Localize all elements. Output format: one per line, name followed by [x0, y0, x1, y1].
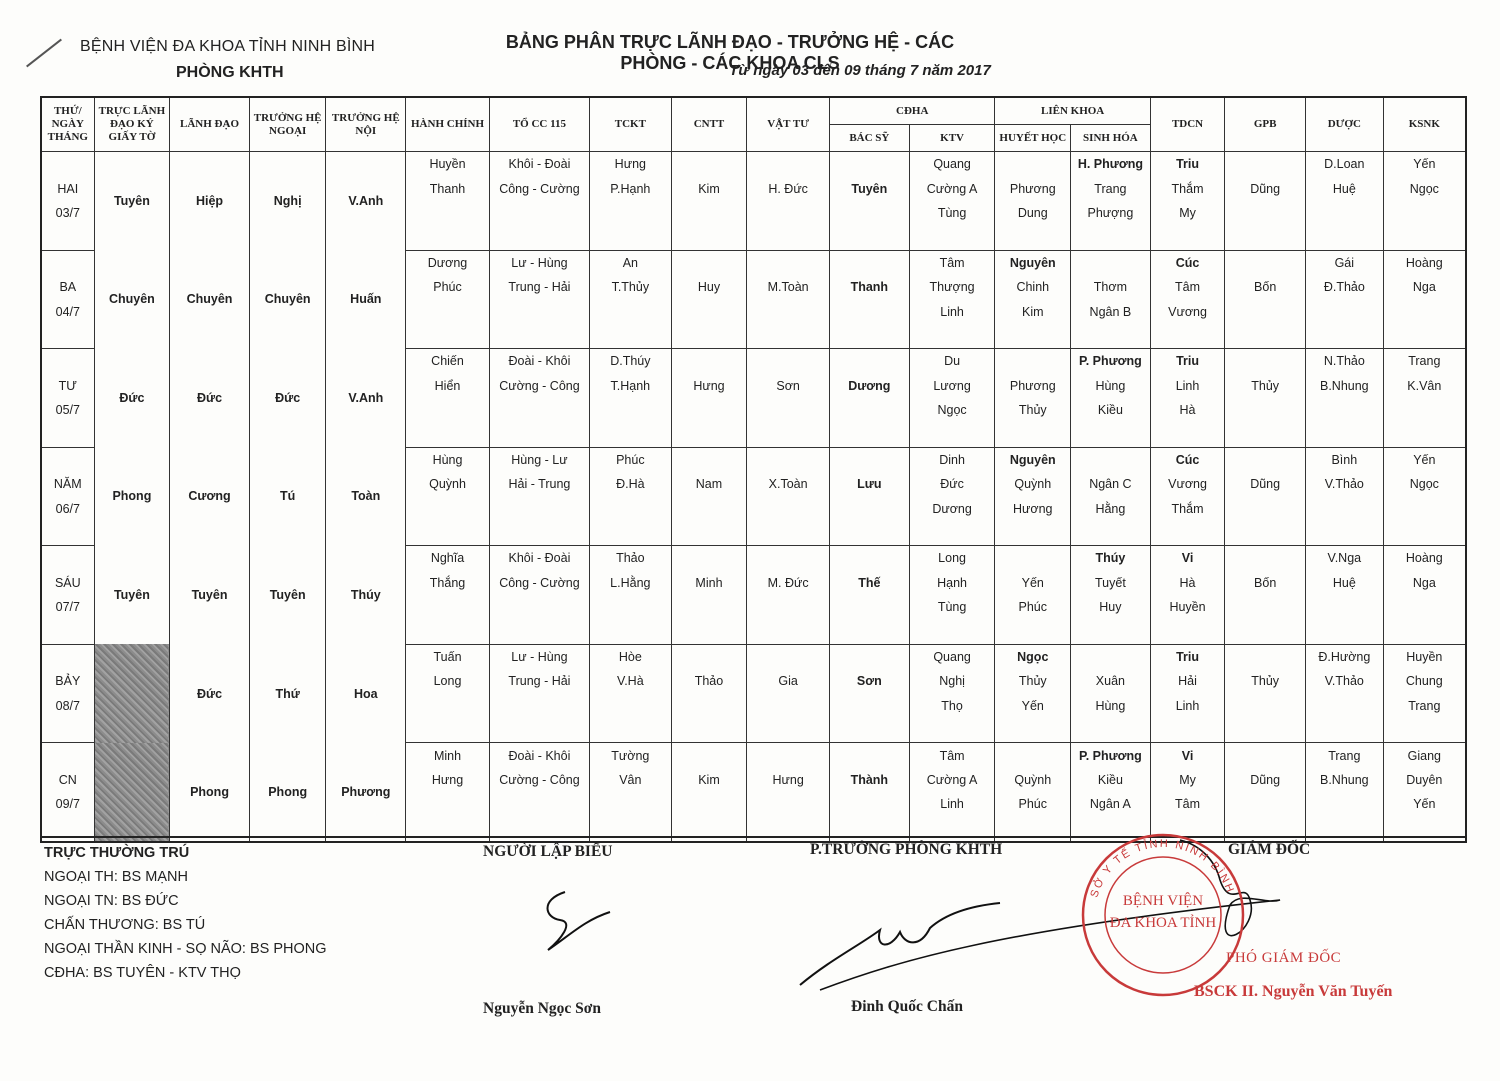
tdcn-cell: Cúc — [1150, 447, 1225, 472]
huyet-hoc-cell: Ngọc — [995, 644, 1071, 669]
gpb-cell: Dũng — [1225, 472, 1306, 496]
tdcn-cell: My — [1150, 768, 1225, 792]
ksnk-cell: Trang — [1383, 694, 1466, 718]
pho-giam-doc-name: BSCK II. Nguyễn Văn Tuyến — [1194, 983, 1393, 1000]
tdcn-cell: Hà — [1150, 398, 1225, 422]
ksnk-cell: Yến — [1383, 447, 1466, 472]
tckt-cell: L.Hằng — [589, 571, 671, 595]
ksnk-cell: Yến — [1383, 792, 1466, 816]
ktv-cell: Đức — [909, 472, 995, 496]
truong-he-noi-cell: Phương — [326, 743, 406, 842]
huyet-hoc-cell: Thủy — [995, 398, 1071, 422]
ksnk-cell: Nga — [1383, 571, 1466, 595]
tckt-cell: D.Thúy — [589, 349, 671, 374]
to-cc-115-cell: Hùng - Lư — [489, 447, 589, 472]
department-name: PHÒNG KHTH — [176, 64, 284, 81]
lanh-dao-cell: Cương — [170, 447, 250, 546]
tckt-cell: Tường — [589, 743, 671, 768]
tdcn-cell: Triu — [1150, 349, 1225, 374]
header-lanh-dao: LÃNH ĐẠO — [170, 97, 250, 152]
gpb-cell: Bốn — [1225, 571, 1306, 595]
day-cell: BA — [41, 275, 94, 299]
cntt-cell: Kim — [671, 768, 747, 792]
document-title: BẢNG PHÂN TRỰC LÃNH ĐẠO - TRƯỞNG HỆ - CÁC PHÒNG - CÁC KHOA CLS — [505, 32, 955, 73]
ktv-cell: Quang — [909, 152, 995, 177]
day-cell: 08/7 — [41, 694, 94, 718]
signature-truong-phong — [800, 903, 1000, 985]
sinh-hoa-cell: Trang — [1071, 176, 1151, 200]
huyet-hoc-cell: Yến — [995, 571, 1071, 595]
to-cc-115-cell: Công - Cường — [489, 176, 589, 200]
sinh-hoa-cell: Ngân B — [1071, 299, 1151, 323]
ktv-cell: Cường A — [909, 176, 995, 200]
duoc-cell: Bình — [1306, 447, 1384, 472]
header-gpb: GPB — [1225, 97, 1306, 152]
lanh-dao-cell: Hiệp — [170, 152, 250, 251]
header-truc-lanh-dao: TRỰC LÃNH ĐẠO KÝ GIẤY TỜ — [94, 97, 170, 152]
sinh-hoa-cell: P. Phương — [1071, 743, 1151, 768]
truc-lanh-dao-cell: Phong — [94, 447, 170, 546]
tckt-cell: V.Hà — [589, 669, 671, 693]
gpb-cell: Thủy — [1225, 374, 1306, 398]
truong-he-ngoai-cell: Phong — [249, 743, 326, 842]
tckt-cell: An — [589, 250, 671, 275]
duoc-cell: D.Loan — [1306, 152, 1384, 177]
hanh-chinh-cell: Thắng — [406, 571, 490, 595]
header-cntt: CNTT — [671, 97, 747, 152]
hanh-chinh-cell: Nghĩa — [406, 546, 490, 571]
huyet-hoc-cell: Thủy — [995, 669, 1071, 693]
ktv-cell: Dinh — [909, 447, 995, 472]
tdcn-cell: Linh — [1150, 694, 1225, 718]
ksnk-cell: Ngọc — [1383, 176, 1466, 200]
hanh-chinh-cell: Long — [406, 669, 490, 693]
to-cc-115-cell: Trung - Hải — [489, 275, 589, 299]
truong-he-noi-cell: Hoa — [326, 644, 406, 743]
hanh-chinh-cell: Phúc — [406, 275, 490, 299]
gpb-cell: Bốn — [1225, 275, 1306, 299]
cntt-cell: Huy — [671, 275, 747, 299]
tckt-cell: Đ.Hà — [589, 472, 671, 496]
sinh-hoa-cell: Thúy — [1071, 546, 1151, 571]
duoc-cell: Gái — [1306, 250, 1384, 275]
tckt-cell: Vân — [589, 768, 671, 792]
tdcn-cell: Cúc — [1150, 250, 1225, 275]
day-cell: 04/7 — [41, 299, 94, 323]
ksnk-cell: K.Vân — [1383, 374, 1466, 398]
lanh-dao-cell: Tuyên — [170, 546, 250, 645]
to-cc-115-cell: Trung - Hải — [489, 669, 589, 693]
day-cell: SÁU — [41, 571, 94, 595]
ktv-cell: Thọ — [909, 694, 995, 718]
header-vat-tu: VẬT TƯ — [747, 97, 830, 152]
header-hanh-chinh: HÀNH CHÍNH — [406, 97, 490, 152]
ksnk-cell: Yến — [1383, 152, 1466, 177]
duoc-cell: B.Nhung — [1306, 374, 1384, 398]
sinh-hoa-cell: Tuyết — [1071, 571, 1151, 595]
truc-lanh-dao-cell: Đức — [94, 349, 170, 448]
truong-phong-name: Đinh Quốc Chấn — [851, 998, 963, 1015]
truc-lanh-dao-cell: Chuyên — [94, 250, 170, 349]
nguoi-lap-bieu-name: Nguyễn Ngọc Sơn — [483, 1000, 601, 1017]
to-cc-115-cell: Công - Cường — [489, 571, 589, 595]
sinh-hoa-cell: Huy — [1071, 595, 1151, 619]
nguoi-lap-bieu-title: NGƯỜI LẬP BIỂU — [483, 843, 613, 860]
hanh-chinh-cell: Hùng — [406, 447, 490, 472]
truong-he-noi-cell: V.Anh — [326, 152, 406, 251]
ksnk-cell: Giang — [1383, 743, 1466, 768]
header-day: THỨ/ NGÀY THÁNG — [41, 97, 94, 152]
truong-he-noi-cell: Toàn — [326, 447, 406, 546]
to-cc-115-cell: Lư - Hùng — [489, 250, 589, 275]
sinh-hoa-cell: Ngân C — [1071, 472, 1151, 496]
day-cell: 07/7 — [41, 595, 94, 619]
header-bac-sy: BÁC SỸ — [830, 125, 910, 152]
huyet-hoc-cell: Nguyên — [995, 250, 1071, 275]
header-sinh-hoa: SINH HÓA — [1071, 125, 1151, 152]
duoc-cell: V.Thảo — [1306, 669, 1384, 693]
truc-line: NGOẠI THẦN KINH - SỌ NÃO: BS PHONG — [44, 941, 327, 957]
sinh-hoa-cell: Kiều — [1071, 768, 1151, 792]
header-ksnk: KSNK — [1383, 97, 1466, 152]
day-cell: 03/7 — [41, 201, 94, 225]
cntt-cell: Minh — [671, 571, 747, 595]
hanh-chinh-cell: Minh — [406, 743, 490, 768]
duoc-cell: B.Nhung — [1306, 768, 1384, 792]
tdcn-cell: Linh — [1150, 374, 1225, 398]
sinh-hoa-cell: Hùng — [1071, 694, 1151, 718]
header-ktv: KTV — [909, 125, 995, 152]
to-cc-115-cell: Lư - Hùng — [489, 644, 589, 669]
day-cell: NĂM — [41, 472, 94, 496]
duoc-cell: N.Thảo — [1306, 349, 1384, 374]
day-cell: CN — [41, 768, 94, 792]
ktv-cell: Hạnh — [909, 571, 995, 595]
truong-he-ngoai-cell: Thứ — [249, 644, 326, 743]
vat-tu-cell: M.Toàn — [747, 275, 830, 299]
huyet-hoc-cell: Yến — [995, 694, 1071, 718]
signature-nguoi-lap-bieu — [548, 892, 611, 950]
ktv-cell: Tùng — [909, 595, 995, 619]
truong-he-ngoai-cell: Tuyên — [249, 546, 326, 645]
ktv-cell: Dương — [909, 496, 995, 520]
stamp-line-1: BỆNH VIỆN — [1122, 893, 1204, 909]
header-tckt: TCKT — [589, 97, 671, 152]
tdcn-cell: Vương — [1150, 299, 1225, 323]
ksnk-cell: Ngọc — [1383, 472, 1466, 496]
ksnk-cell: Hoàng — [1383, 546, 1466, 571]
sinh-hoa-cell: Hùng — [1071, 374, 1151, 398]
sinh-hoa-cell: Thơm — [1071, 275, 1151, 299]
header-to-cc-115: TỔ CC 115 — [489, 97, 589, 152]
ksnk-cell: Trang — [1383, 349, 1466, 374]
ktv-cell: Tâm — [909, 743, 995, 768]
stamp-line-2: ĐA KHOA TỈNH — [1109, 915, 1217, 931]
bac-sy-cell: Dương — [830, 374, 910, 398]
duoc-cell: V.Nga — [1306, 546, 1384, 571]
hanh-chinh-cell: Dương — [406, 250, 490, 275]
huyet-hoc-cell: Hương — [995, 496, 1071, 520]
truc-line: NGOẠI TN: BS ĐỨC — [44, 893, 179, 909]
lanh-dao-cell: Chuyên — [170, 250, 250, 349]
ktv-cell: Du — [909, 349, 995, 374]
truong-he-ngoai-cell: Tú — [249, 447, 326, 546]
gpb-cell: Thủy — [1225, 669, 1306, 693]
tckt-cell: T.Hạnh — [589, 374, 671, 398]
ktv-cell: Quang — [909, 644, 995, 669]
lanh-dao-cell: Đức — [170, 349, 250, 448]
tdcn-cell: Vương — [1150, 472, 1225, 496]
ktv-cell: Ngọc — [909, 398, 995, 422]
hanh-chinh-cell: Huyền — [406, 152, 490, 177]
huyet-hoc-cell: Phúc — [995, 792, 1071, 816]
tdcn-cell: Hà — [1150, 571, 1225, 595]
tdcn-cell: My — [1150, 201, 1225, 225]
hanh-chinh-cell: Thanh — [406, 176, 490, 200]
gpb-cell: Dũng — [1225, 768, 1306, 792]
sinh-hoa-cell: H. Phương — [1071, 152, 1151, 177]
day-cell: HAI — [41, 176, 94, 200]
tckt-cell: P.Hạnh — [589, 176, 671, 200]
huyet-hoc-cell: Quỳnh — [995, 472, 1071, 496]
huyet-hoc-cell: Phúc — [995, 595, 1071, 619]
tdcn-cell: Thắm — [1150, 176, 1225, 200]
lanh-dao-cell: Đức — [170, 644, 250, 743]
tdcn-cell: Triu — [1150, 644, 1225, 669]
header-huyet-hoc: HUYẾT HỌC — [995, 125, 1071, 152]
huyet-hoc-cell: Chinh — [995, 275, 1071, 299]
tdcn-cell: Triu — [1150, 152, 1225, 177]
sinh-hoa-cell: Ngân A — [1071, 792, 1151, 816]
truong-he-noi-cell: Thúy — [326, 546, 406, 645]
tdcn-cell: Thắm — [1150, 496, 1225, 520]
ksnk-cell: Nga — [1383, 275, 1466, 299]
bac-sy-cell: Lưu — [830, 472, 910, 496]
tckt-cell: T.Thủy — [589, 275, 671, 299]
duoc-cell: Huệ — [1306, 176, 1384, 200]
to-cc-115-cell: Cường - Công — [489, 768, 589, 792]
huyet-hoc-cell: Nguyên — [995, 447, 1071, 472]
sinh-hoa-cell: Xuân — [1071, 669, 1151, 693]
truc-line: CĐHA: BS TUYÊN - KTV THỌ — [44, 965, 241, 981]
truong-he-ngoai-cell: Chuyên — [249, 250, 326, 349]
ktv-cell: Cường A — [909, 768, 995, 792]
bac-sy-cell: Thành — [830, 768, 910, 792]
sinh-hoa-cell: Hằng — [1071, 496, 1151, 520]
vat-tu-cell: Sơn — [747, 374, 830, 398]
bac-sy-cell: Thế — [830, 571, 910, 595]
bac-sy-cell: Thanh — [830, 275, 910, 299]
tdcn-cell: Tâm — [1150, 275, 1225, 299]
day-cell: TƯ — [41, 374, 94, 398]
header-cdha: CĐHA — [830, 97, 995, 125]
header-duoc: DƯỢC — [1306, 97, 1384, 152]
ksnk-cell: Duyên — [1383, 768, 1466, 792]
huyet-hoc-cell: Phương — [995, 374, 1071, 398]
to-cc-115-cell: Khôi - Đoài — [489, 152, 589, 177]
truc-lanh-dao-cell: Tuyên — [94, 152, 170, 251]
header-truong-he-noi: TRƯỞNG HỆ NỘI — [326, 97, 406, 152]
tckt-cell: Hưng — [589, 152, 671, 177]
tckt-cell: Thảo — [589, 546, 671, 571]
ktv-cell: Linh — [909, 792, 995, 816]
pho-giam-doc-title: PHÓ GIÁM ĐỐC — [1226, 950, 1342, 966]
vat-tu-cell: H. Đức — [747, 176, 830, 200]
ktv-cell: Linh — [909, 299, 995, 323]
sinh-hoa-cell: P. Phương — [1071, 349, 1151, 374]
tckt-cell: Hòe — [589, 644, 671, 669]
duoc-cell: Đ.Hường — [1306, 644, 1384, 669]
tdcn-cell: Tâm — [1150, 792, 1225, 816]
vat-tu-cell: Gia — [747, 669, 830, 693]
ktv-cell: Thượng — [909, 275, 995, 299]
cntt-cell: Nam — [671, 472, 747, 496]
tdcn-cell: Hải — [1150, 669, 1225, 693]
vat-tu-cell: Hưng — [747, 768, 830, 792]
huyet-hoc-cell: Kim — [995, 299, 1071, 323]
hanh-chinh-cell: Quỳnh — [406, 472, 490, 496]
truong-he-ngoai-cell: Đức — [249, 349, 326, 448]
gpb-cell: Dũng — [1225, 176, 1306, 200]
sinh-hoa-cell: Phượng — [1071, 201, 1151, 225]
bac-sy-cell: Sơn — [830, 669, 910, 693]
header-lien-khoa: LIÊN KHOA — [995, 97, 1150, 125]
to-cc-115-cell: Hải - Trung — [489, 472, 589, 496]
tdcn-cell: Vi — [1150, 743, 1225, 768]
ksnk-cell: Hoàng — [1383, 250, 1466, 275]
ktv-cell: Long — [909, 546, 995, 571]
to-cc-115-cell: Cường - Công — [489, 374, 589, 398]
vat-tu-cell: X.Toàn — [747, 472, 830, 496]
document-subtitle: Từ ngày 03 đến 09 tháng 7 năm 2017 — [729, 62, 991, 79]
truong-phong-title: P.TRƯỞNG PHÒNG KHTH — [810, 841, 1003, 858]
to-cc-115-cell: Khôi - Đoài — [489, 546, 589, 571]
hanh-chinh-cell: Hưng — [406, 768, 490, 792]
to-cc-115-cell: Đoài - Khôi — [489, 743, 589, 768]
hanh-chinh-cell: Tuấn — [406, 644, 490, 669]
day-cell: 09/7 — [41, 792, 94, 816]
sinh-hoa-cell: Kiều — [1071, 398, 1151, 422]
cntt-cell: Kim — [671, 176, 747, 200]
ktv-cell: Nghị — [909, 669, 995, 693]
truc-line: NGOẠI TH: BS MẠNH — [44, 869, 188, 885]
truc-line: CHẤN THƯƠNG: BS TÚ — [44, 917, 206, 933]
ksnk-cell: Huyền — [1383, 644, 1466, 669]
truong-he-noi-cell: V.Anh — [326, 349, 406, 448]
truong-he-ngoai-cell: Nghị — [249, 152, 326, 251]
duoc-cell: Đ.Thảo — [1306, 275, 1384, 299]
ktv-cell: Tùng — [909, 201, 995, 225]
official-stamp — [1083, 835, 1243, 995]
to-cc-115-cell: Đoài - Khôi — [489, 349, 589, 374]
vat-tu-cell: M. Đức — [747, 571, 830, 595]
huyet-hoc-cell: Dung — [995, 201, 1071, 225]
tdcn-cell: Huyền — [1150, 595, 1225, 619]
lanh-dao-cell: Phong — [170, 743, 250, 842]
truc-lanh-dao-cell: Tuyên — [94, 546, 170, 645]
hanh-chinh-cell: Hiển — [406, 374, 490, 398]
day-cell: BẢY — [41, 669, 94, 693]
giam-doc-title: GIÁM ĐỐC — [1228, 841, 1311, 858]
day-cell: 06/7 — [41, 496, 94, 520]
duoc-cell: Trang — [1306, 743, 1384, 768]
day-cell: 05/7 — [41, 398, 94, 422]
hospital-name: BỆNH VIỆN ĐA KHOA TỈNH NINH BÌNH — [80, 38, 376, 55]
cntt-cell: Hưng — [671, 374, 747, 398]
stamp-ring-path-text: SỞ Y TẾ TỈNH NINH BÌNH — [1088, 837, 1237, 900]
truong-he-noi-cell: Huấn — [326, 250, 406, 349]
tckt-cell: Phúc — [589, 447, 671, 472]
ktv-cell: Tâm — [909, 250, 995, 275]
truc-thuong-tru-heading: TRỰC THƯỜNG TRÚ — [44, 845, 190, 861]
duoc-cell: V.Thảo — [1306, 472, 1384, 496]
header-truong-he-ngoai: TRƯỞNG HỆ NGOẠI — [249, 97, 326, 152]
bac-sy-cell: Tuyên — [830, 176, 910, 200]
huyet-hoc-cell: Phương — [995, 176, 1071, 200]
hanh-chinh-cell: Chiến — [406, 349, 490, 374]
duoc-cell: Huệ — [1306, 571, 1384, 595]
ksnk-cell: Chung — [1383, 669, 1466, 693]
cntt-cell: Thảo — [671, 669, 747, 693]
tdcn-cell: Vi — [1150, 546, 1225, 571]
huyet-hoc-cell: Quỳnh — [995, 768, 1071, 792]
header-tdcn: TDCN — [1150, 97, 1225, 152]
ktv-cell: Lương — [909, 374, 995, 398]
